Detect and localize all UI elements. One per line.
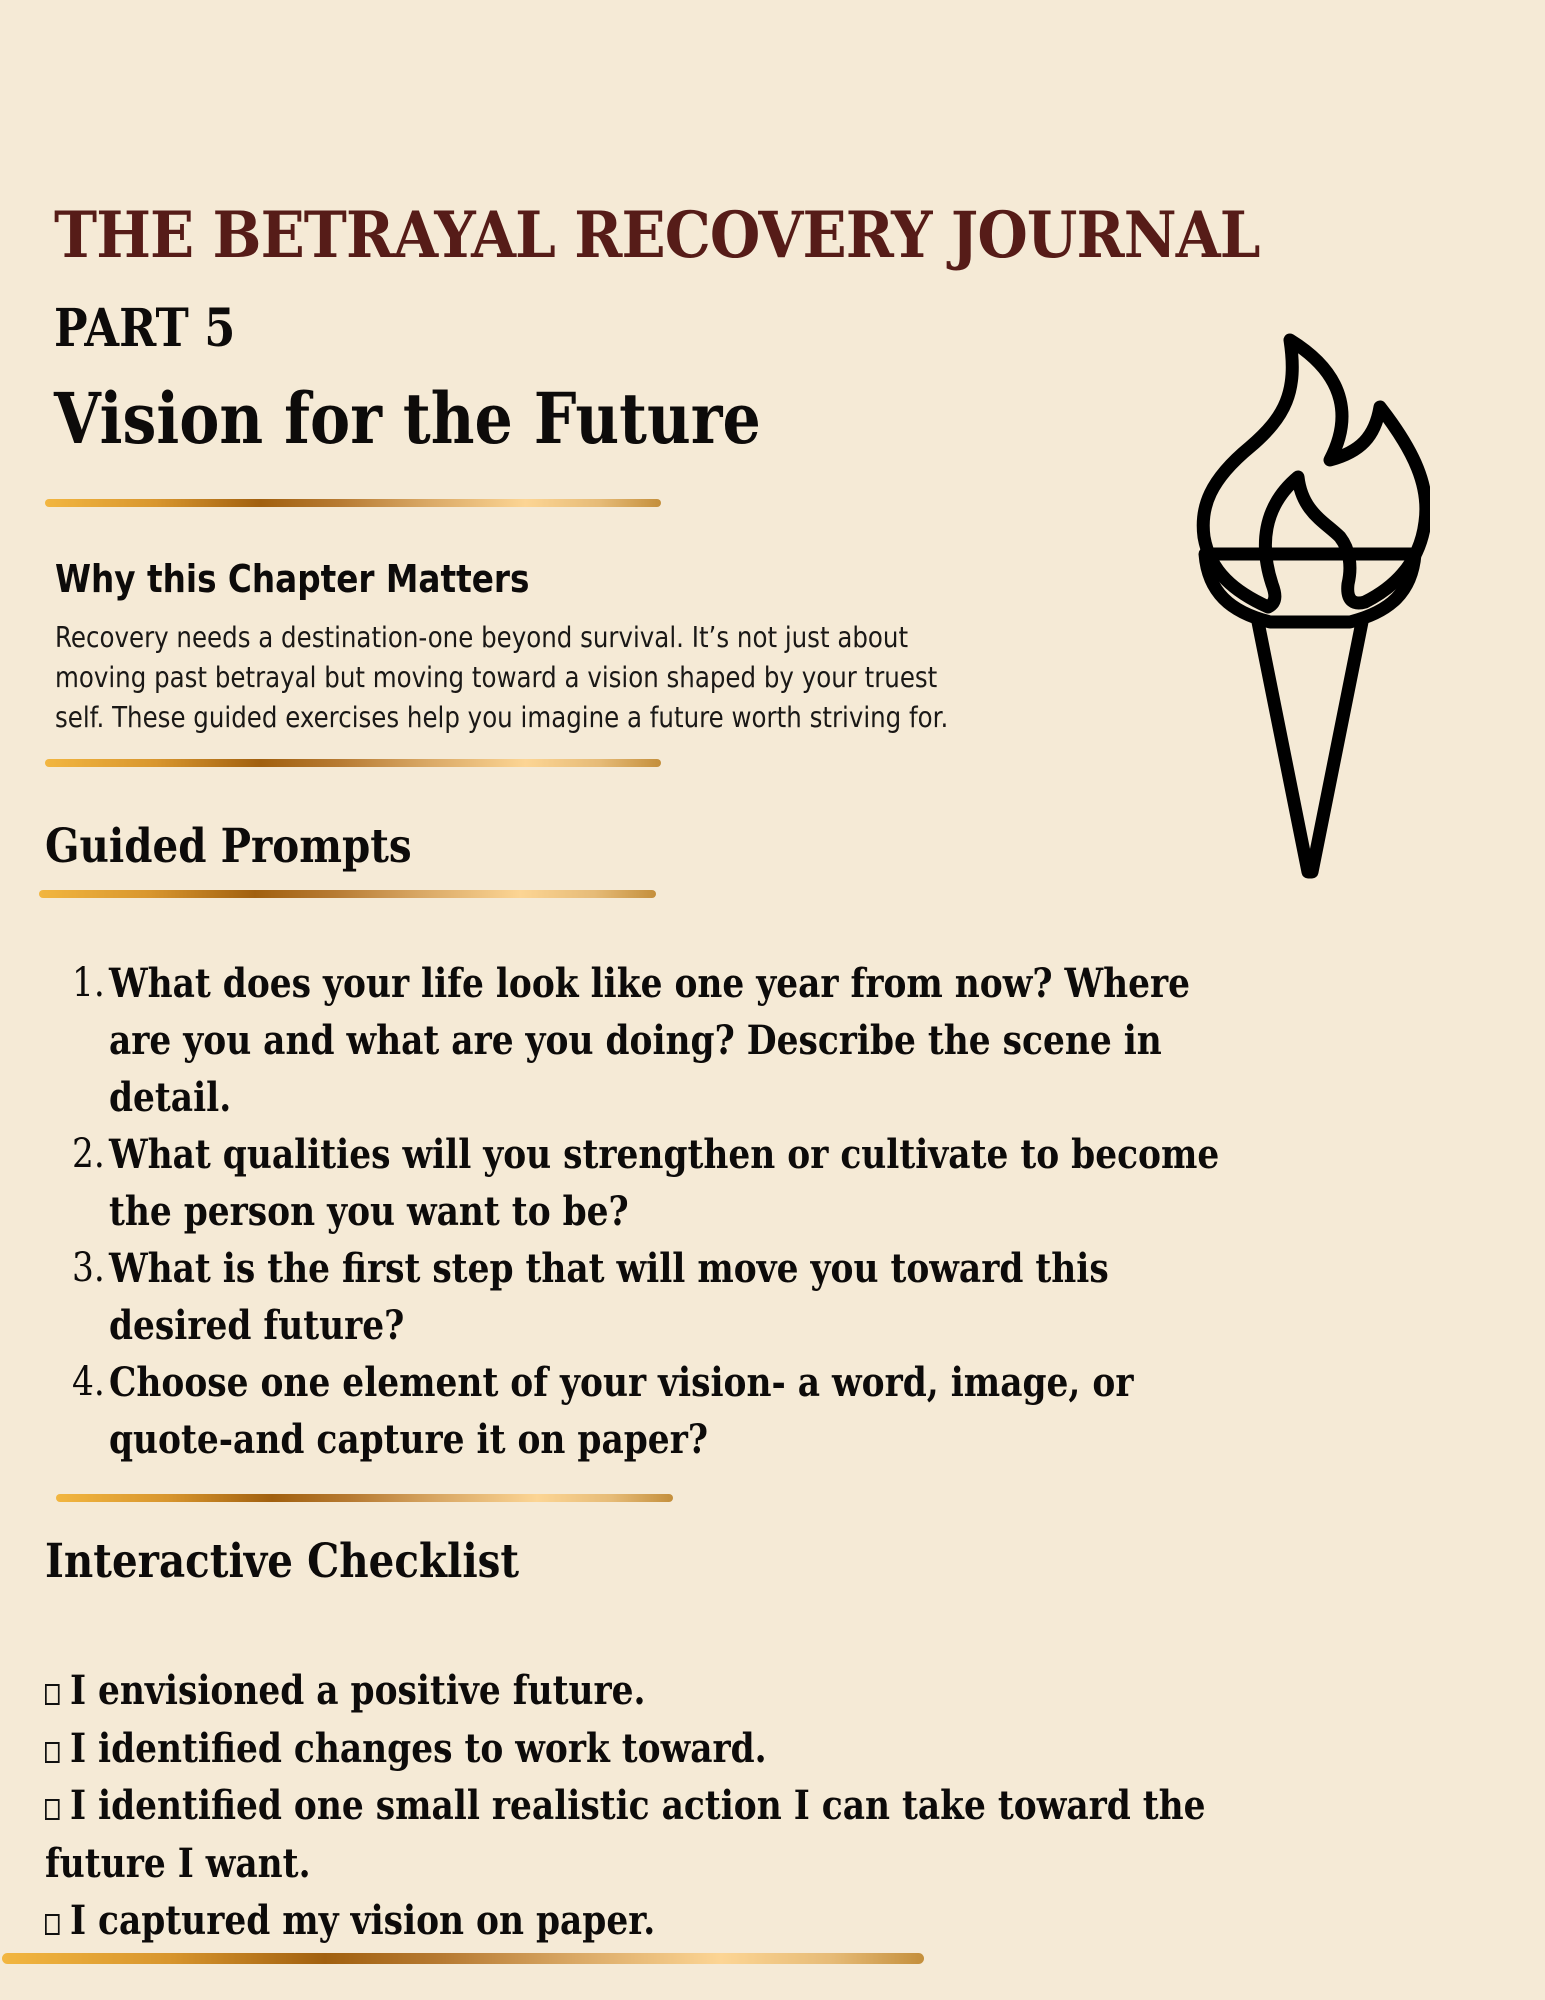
prompt-line: quote-and capture it on paper?	[108, 1416, 708, 1463]
body-line: self. These guided exercises help you imagine a future worth striving for.	[55, 701, 949, 734]
checkbox[interactable]	[45, 1742, 60, 1763]
guided-prompts-list	[72, 955, 1276, 1468]
checklist-item[interactable]	[45, 1720, 1335, 1778]
prompt-line: detail.	[108, 1074, 232, 1121]
gold-divider	[39, 890, 656, 898]
checkbox[interactable]	[45, 1914, 60, 1935]
prompt-line: are you and what are you doing? Describe the scene in	[108, 1017, 1162, 1064]
prompt-line: the person you want to be?	[108, 1188, 629, 1235]
prompt-item	[72, 955, 1276, 1126]
gold-divider	[2, 1953, 924, 1964]
interactive-checklist	[45, 1662, 1335, 1950]
checklist-item-label: I captured my vision on paper.	[69, 1897, 656, 1944]
prompt-line: What is the first step that will move you toward this	[108, 1245, 1109, 1292]
prompt-line: What does your life look like one year from now? Where	[108, 960, 1191, 1007]
checklist-item[interactable]	[45, 1777, 1335, 1892]
prompt-number: 1.	[72, 960, 105, 1006]
journal-title: THE BETRAYAL RECOVERY JOURNAL	[54, 198, 1260, 273]
prompt-line: Choose one element of your vision- a word, image, or	[108, 1359, 1134, 1406]
checklist-heading: Interactive Checklist	[45, 1534, 520, 1589]
why-section-body	[55, 618, 1070, 738]
why-section-heading: Why this Chapter Matters	[55, 557, 530, 601]
checklist-item-label: I identified changes to work toward.	[69, 1724, 767, 1772]
prompt-item	[72, 1126, 1276, 1240]
checklist-item-label: future I want.	[45, 1839, 311, 1887]
guided-prompts-heading: Guided Prompts	[45, 819, 412, 874]
torch-icon	[1190, 322, 1430, 892]
prompt-text	[109, 955, 1190, 1126]
part-label: PART 5	[54, 298, 236, 359]
gold-divider	[45, 499, 661, 507]
prompt-text	[109, 1354, 1133, 1468]
prompt-text	[109, 1126, 1219, 1240]
prompt-line: desired future?	[108, 1302, 405, 1349]
checklist-item[interactable]	[45, 1662, 1335, 1720]
prompt-text	[109, 1240, 1109, 1354]
prompt-item	[72, 1354, 1276, 1468]
body-line: moving past betrayal but moving toward a vision shaped by your truest	[55, 661, 938, 694]
checklist-item[interactable]	[45, 1892, 1335, 1950]
checkbox[interactable]	[45, 1684, 60, 1705]
body-line: Recovery needs a destination-one beyond survival. It’s not just about	[55, 621, 909, 654]
prompt-number: 2.	[72, 1131, 105, 1177]
checklist-item-label: I identified one small realistic action I can take toward the	[69, 1782, 1206, 1829]
gold-divider	[45, 759, 661, 767]
prompt-number: 4.	[72, 1359, 105, 1405]
checklist-item-label: I envisioned a positive future.	[69, 1667, 646, 1714]
prompt-item	[72, 1240, 1276, 1354]
prompt-number: 3.	[72, 1245, 105, 1291]
prompt-line: What qualities will you strengthen or cultivate to become	[108, 1131, 1220, 1178]
checkbox[interactable]	[45, 1799, 60, 1820]
chapter-title: Vision for the Future	[54, 377, 761, 460]
gold-divider	[56, 1494, 673, 1502]
